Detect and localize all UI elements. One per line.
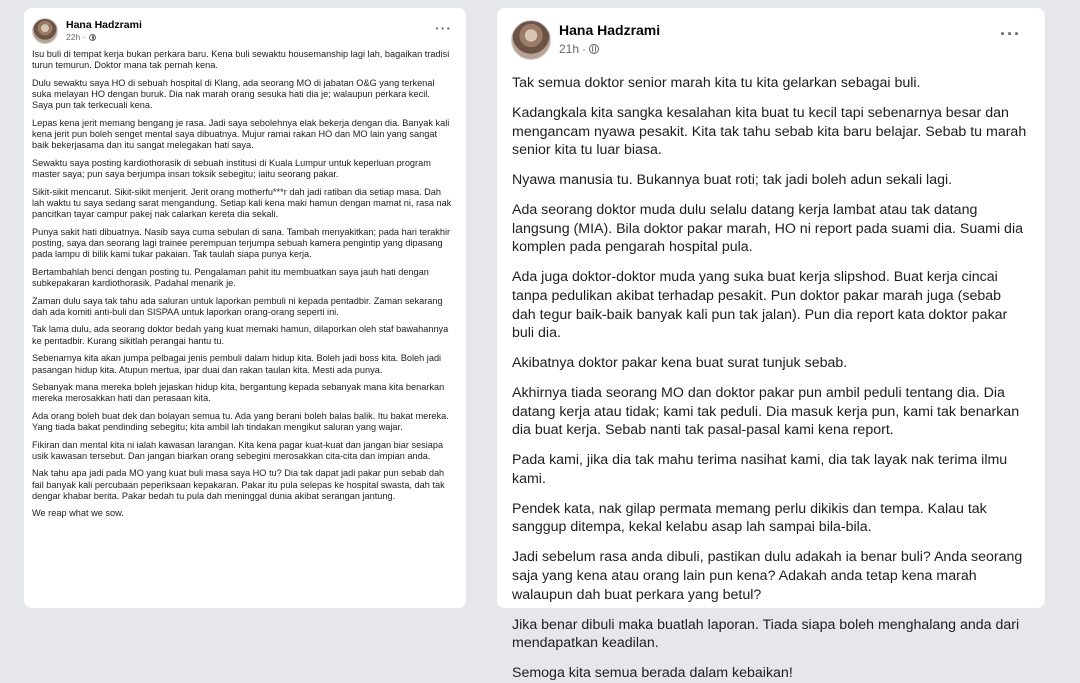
post-paragraph: Akhirnya tiada seorang MO dan doktor pakar pun ambil peduli tentang dia. Dia datang kerja atau tidak; kami tak peduli. Dia masuk kerja pun, kami tak benarkan dia buat kerja. Sebab nanti tak pasal-pasal kami kena report.	[512, 385, 1020, 439]
separator-dot: ·	[582, 41, 587, 56]
more-options-icon[interactable]: ···	[1000, 24, 1021, 44]
author-avatar[interactable]	[511, 20, 551, 60]
post-paragraph: Semoga kita semua berada dalam kebaikan!	[512, 665, 793, 682]
post-meta	[66, 19, 142, 43]
post-paragraph: Jika benar dibuli maka buatlah laporan. Tiada siapa boleh menghalang anda dari mendapatkan keadilan.	[512, 616, 1020, 652]
post-paragraph: Tak semua doktor senior marah kita tu kita gelarkan sebagai buli.	[512, 75, 921, 91]
post-paragraph: Ada orang boleh buat dek dan bolayan semua tu. Ada yang berani boleh balas balik. Itu bakat mereka. Yang tiada bakat pendinding sebegitu; kita ambil lah tindakan mengikut saluran yang wajar.	[32, 410, 449, 433]
post-paragraph: Bertambahlah benci dengan posting tu. Pengalaman pahit itu membuatkan saya jauh hati dengan subkepakaran kardiothorasik. Padahal menarik je.	[32, 266, 429, 289]
author-name[interactable]: Hana Hadzrami	[66, 19, 142, 31]
post-header	[511, 20, 1027, 60]
more-options-icon[interactable]: ···	[435, 20, 452, 36]
post-body	[511, 74, 1027, 683]
post-meta	[559, 21, 661, 57]
post-timestamp[interactable]	[559, 42, 660, 57]
timestamp-text[interactable]: 21h	[559, 41, 580, 56]
post-paragraph: Nyawa manusia tu. Bukannya buat roti; tak jadi boleh adun sekali lagi.	[512, 172, 953, 189]
post-paragraph: Kadangkala kita sangka kesalahan kita buat tu kecil tapi sebenarnya besar dan mengancam nyawa pesakit. Kita tak tahu sebab kita baru belajar. Sebab tu marah senior kita tu luar biasa.	[512, 104, 1027, 159]
post-paragraph: Tak lama dulu, ada seorang doktor bedah yang kuat memaki hamun, dilaporkan oleh staf bawahannya ke pentadbir. Kurang sikitlah perangai hantu tu.	[32, 324, 449, 346]
post-header	[32, 18, 452, 44]
author-avatar[interactable]	[32, 18, 58, 44]
timestamp-text[interactable]: 22h	[66, 32, 81, 42]
post-paragraph: Lepas kena jerit memang bengang je rasa. Jadi saya sebolehnya elak bekerja dengan dia. Banyak kali kena jerit pun boleh senget mental saya dibuatnya. Mujur ramai rakan HO dan MO lain yang sangat baik bekerjasama dan itu sangat melegakan hati saya.	[32, 117, 450, 151]
post-paragraph: Sebenarnya kita akan jumpa pelbagai jenis pembuli dalam hidup kita. Boleh jadi boss kita. Boleh jadi pasangan hidup kita. Atupun mertua, ipar duai dan rakan taulan kita. Mesti ada punya.	[32, 353, 442, 375]
post-card-right	[497, 8, 1045, 682]
post-paragraph: Sebanyak mana mereka boleh jejaskan hidup kita, bergantung kepada sebanyak mana kita benarkan mereka merosakkan hati dan perasaan kita.	[32, 382, 445, 404]
globe-icon	[589, 44, 599, 54]
post-timestamp[interactable]	[66, 32, 142, 43]
post-paragraph: Pada kami, jika dia tak mahu terima nasihat kami, dia tak layak nak terima ilmu kami.	[512, 452, 1008, 487]
post-paragraph: Ada seorang doktor muda dulu selalu datang kerja lambat atau tak datang langsung (MIA). Bila doktor pakar marah, HO ni report pada suami dia. Suami dia komplen pada pengarah hospital pula.	[512, 202, 1023, 256]
post-body	[32, 49, 452, 520]
globe-icon	[89, 34, 96, 41]
post-paragraph: Sikit-sikit mencarut. Sikit-sikit menjerit. Jerit orang motherfu***r dah jadi ratiban dia setiap masa. Dah lah waktu tu saya sedang sarat mengandung. Setiap kali kena maki hamun dengan mamat ni, rasa nak pancitkan tayar campur pakej nak calarkan kereta dia sekali.	[32, 186, 452, 220]
post-paragraph: Akibatnya doktor pakar kena buat surat tunjuk sebab.	[512, 355, 848, 372]
post-paragraph: Jadi sebelum rasa anda dibuli, pastikan dulu adakah ia benar buli? Anda seorang saja yang kena atau orang lain pun kena? Adakah anda tetap kena marah walaupun dah buat perkara yang betul?	[512, 549, 1023, 603]
post-paragraph: Pendek kata, nak gilap permata memang perlu dikikis dan tempa. Kalau tak sanggup ditempa, kekal kelabu asap lah sampai bila-bila.	[512, 500, 987, 536]
post-paragraph: Dulu sewaktu saya HO di sebuah hospital di Klang, ada seorang MO di jabatan O&G yang terkenal suka melayan HO dengan buruk. Dia nak marah orang sesuka hati dia je; walaupun perkara kecil. Saya pun tak terkecuali kena.	[32, 77, 435, 111]
post-paragraph: Nak tahu apa jadi pada MO yang kuat buli masa saya HO tu? Dia tak dapat jadi pakar pun sebab dah fail banyak kali percubaan peperiksaan kepakaran. Pakar itu pula selepas ke hospital swasta, dah tak dengar khabar berita. Pakar bedah tu pula dah meninggal dunia akibat serangan jantung.	[32, 468, 445, 501]
post-paragraph: Punya sakit hati dibuatnya. Nasib saya cuma sebulan di sana. Tambah menyakitkan; pada hari terakhir posting, saya dan seorang lagi trainee perempuan terjumpa sebuah kamera pengintip yang dipasang pada lampu di bilik kami tukar pakaian. Tak taulah siapa punya kerja.	[32, 226, 451, 260]
post-paragraph: Zaman dulu saya tak tahu ada saluran untuk laporkan pembuli ni kepada pentadbir. Zaman sekarang dah ada komiti anti-buli dan SISPAA untuk laporkan orang-orang seperti ini.	[32, 295, 443, 317]
post-paragraph: Isu buli di tempat kerja bukan perkara baru. Kena buli sewaktu housemanship lagi lah, bagaikan tradisi turun temurun. Doktor mana tak pernah kena.	[32, 49, 450, 71]
separator-dot: ·	[83, 32, 87, 42]
post-paragraph: We reap what we sow.	[32, 508, 124, 519]
author-name[interactable]: Hana Hadzrami	[559, 21, 661, 38]
post-paragraph: Ada juga doktor-doktor muda yang suka buat kerja slipshod. Buat kerja cincai tanpa pedulikan akibat terhadap pesakit. Pun doktor pakar marah juga (sebab dah tegur baik-baik banyak kali pun tak jalan). Pun dia report kata doktor pakar buli dia.	[512, 269, 1008, 342]
post-card-left	[24, 8, 466, 608]
post-paragraph: Fikiran dan mental kita ni ialah kawasan larangan. Kita kena pagar kuat-kuat dan jangan biar sesiapa usik kawasan tersebut. Dan jangan biarkan orang sebegini merosakkan cita-cita dan impian anda.	[32, 439, 444, 461]
post-paragraph: Sewaktu saya posting kardiothorasik di sebuah institusi di Kuala Lumpur untuk keperluan program master saya; pun saya berjumpa insan toksik sebegitu; iaitu seorang pakar.	[32, 157, 431, 180]
